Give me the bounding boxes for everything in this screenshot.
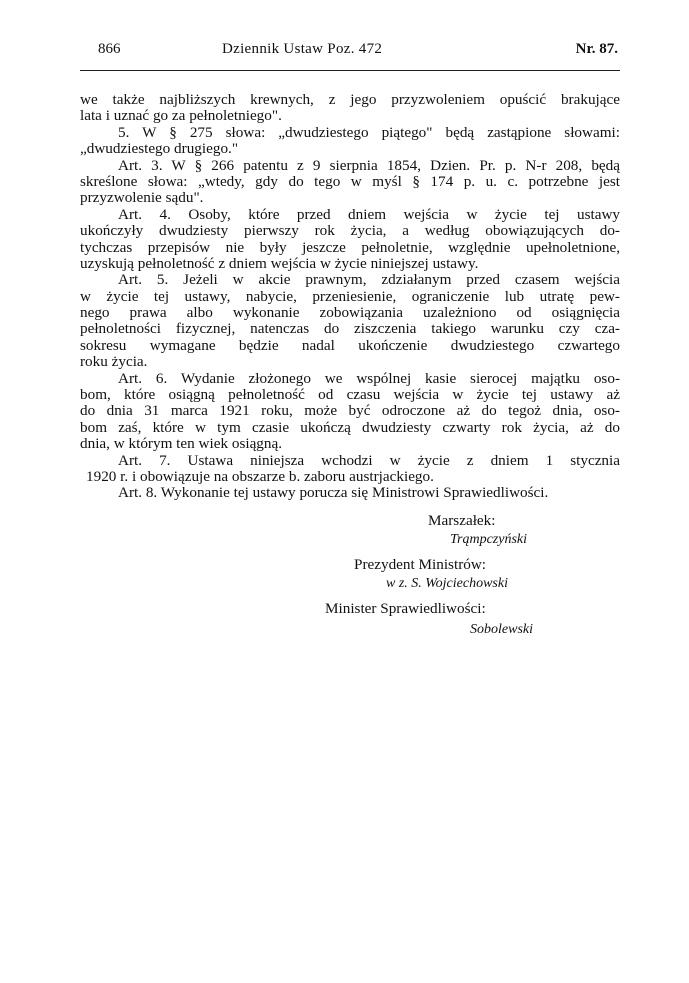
text-line: bom zaś, które w tym czasie ukończą dwudziesty czwarty rok życia, aż do xyxy=(80,418,620,436)
text-line: przyzwolenie sądu". xyxy=(80,189,204,207)
text-line: roku życia. xyxy=(80,353,148,371)
text-line: uzyskują pełnoletność z dniem wejścia w życie niniejszej ustawy. xyxy=(80,254,479,272)
text-line: „dwudziestego drugiego." xyxy=(80,140,239,158)
text-line: sokresu wymagane będzie nadal ukończenie dwudziestego czwartego xyxy=(80,336,620,354)
text-line: tychczas przepisów nie były jeszcze pełnoletnie, względnie upełnoletnione, xyxy=(80,238,620,256)
signature-name: Trąmpczyński xyxy=(450,532,527,547)
text-line: lata i uznać go za pełnoletniego". xyxy=(80,107,282,125)
signature-name: w z. S. Wojciechowski xyxy=(386,576,508,591)
signature-title: Prezydent Ministrów: xyxy=(354,556,487,573)
text-line: Art. 3. W § 266 patentu z 9 sierpnia 1854, Dzien. Pr. p. N-r 208, będą xyxy=(118,156,620,174)
text-line: ukończyły dwudziesty pierwszy rok życia, a według obowiązujących do- xyxy=(80,222,620,240)
text-line: Art. 4. Osoby, które przed dniem wejścia w życie tej ustawy xyxy=(118,205,620,223)
text-line: skreślone słowa: „wtedy, gdy do tego w myśl § 174 p. u. c. potrzebne jest xyxy=(80,172,620,190)
signature-name: Sobolewski xyxy=(470,622,533,637)
text-line: dnia, w którym ten wiek osiągną. xyxy=(80,435,283,453)
page-number: 866 xyxy=(98,41,121,57)
text-line: pełnoletności fizycznej, natenczas do ziszczenia takiego warunku czy cza- xyxy=(80,320,620,338)
text-line: Art. 5. Jeżeli w akcie prawnym, zdziałanym przed czasem wejścia xyxy=(118,271,620,289)
issue-number: Nr. 87. xyxy=(575,41,618,57)
text-line: Art. 8. Wykonanie tej ustawy porucza się Ministrowi Sprawiedliwości. xyxy=(118,484,549,502)
text-line: we także najbliższych krewnych, z jego przyzwoleniem opuścić brakujące xyxy=(80,91,620,108)
text-line: Art. 6. Wydanie złożonego we wspólnej kasie sierocej majątku oso- xyxy=(118,369,620,387)
header-rule xyxy=(80,70,620,71)
text-line: do dnia 31 marca 1921 roku, może być odroczone aż do tegoż dnia, oso- xyxy=(80,402,620,420)
text-line: Art. 7. Ustawa niniejsza wchodzi w życie z dniem 1 stycznia xyxy=(118,451,620,469)
text-line: w życie tej ustawy, nabycie, przeniesienie, ograniczenie lub utratę pew- xyxy=(80,287,620,305)
text-line: nego prawa albo wykonanie zobowiązania uzależniono od osiągnięcia xyxy=(80,304,620,322)
signature-title: Marszałek: xyxy=(428,512,496,529)
text-line: bom, które osiągną pełnoletność od czasu wejścia w życie tej ustawy aż xyxy=(80,386,620,404)
journal-title: Dziennik Ustaw Poz. 472 xyxy=(222,41,383,57)
body-text xyxy=(80,92,620,502)
page-header xyxy=(80,38,618,60)
text-line: 1920 r. i obowiązuje na obszarze b. zaboru austrjackiego. xyxy=(86,467,434,485)
signature-title: Minister Sprawiedliwości: xyxy=(325,600,486,617)
text-line: 5. W § 275 słowa: „dwudziestego piątego" będą zastąpione słowami: xyxy=(118,123,620,141)
